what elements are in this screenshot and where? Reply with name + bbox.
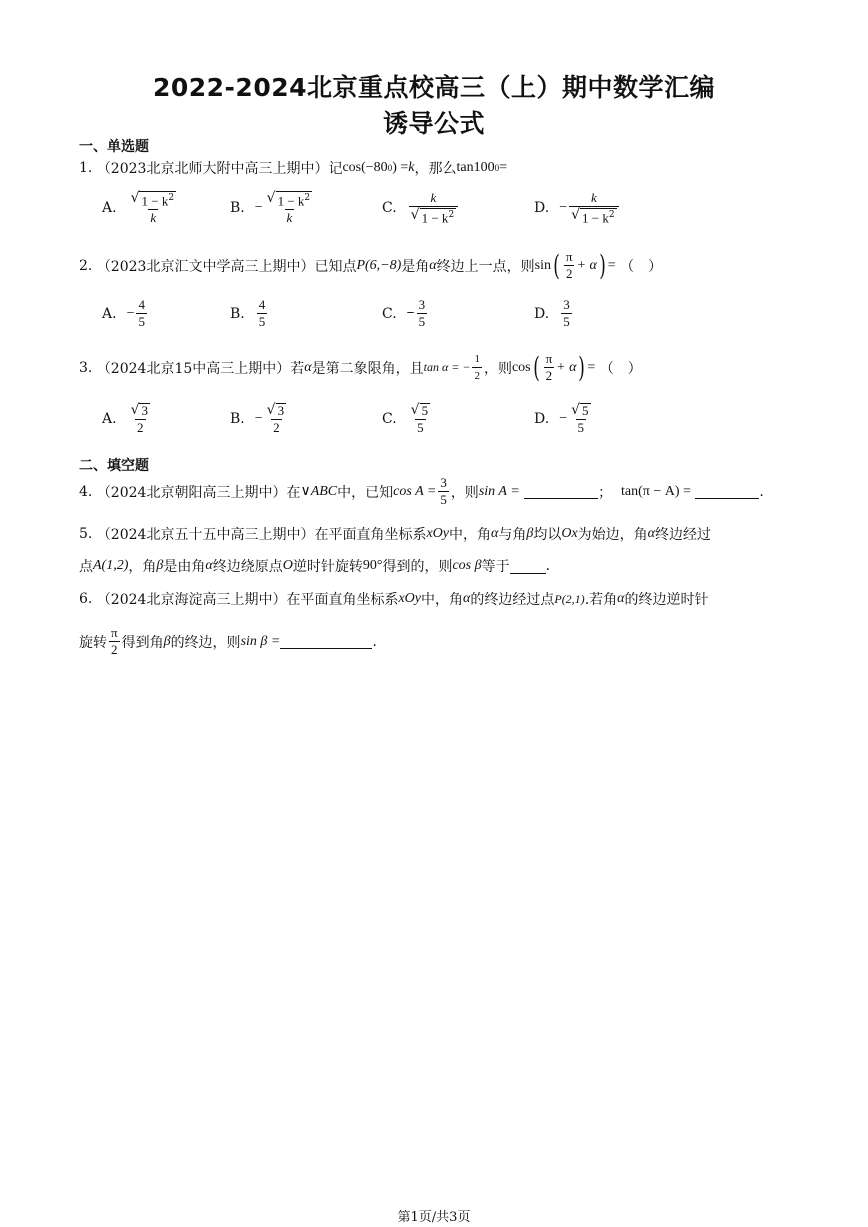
question-2: 2. （2023北京汇文中学高三上期中） 已知点 P(6,−8) 是角 α 终边上一点，则 sin ( $\frac{\pi}{2}$ + α ) = （ ） xyxy=(79,248,663,282)
math-variable: Ox xyxy=(561,526,578,541)
math-number: 3 xyxy=(277,403,285,418)
math-point: P(6,−8) xyxy=(356,257,402,273)
math-expression: tan100 xyxy=(456,160,495,175)
question-text: 的终边，则 xyxy=(170,634,241,651)
math-triangle: ∨ABC xyxy=(300,484,338,499)
math-sign: − xyxy=(254,200,263,216)
math-number: 5 xyxy=(138,314,145,329)
math-point: P(2,1) xyxy=(554,591,585,606)
question-text: ，那么 xyxy=(414,161,457,177)
option-c[interactable] xyxy=(382,191,460,225)
option-d[interactable] xyxy=(534,403,595,435)
math-number: 2 xyxy=(565,266,573,281)
math-number: 5 xyxy=(582,403,589,418)
option-b[interactable] xyxy=(230,403,290,435)
math-equals: = xyxy=(607,257,616,273)
fraction: √ $1 - k^2$ k xyxy=(266,190,311,226)
fraction xyxy=(109,626,120,657)
option-label: C. xyxy=(382,305,397,322)
answer-blank[interactable] xyxy=(510,559,546,574)
option-label: C. xyxy=(382,200,397,217)
fraction: √ 5 5 xyxy=(410,402,429,435)
question-text: ，角 xyxy=(128,559,157,575)
fraction xyxy=(544,352,555,383)
option-d[interactable] xyxy=(534,298,574,329)
option-label: C. xyxy=(382,411,397,427)
option-label: B. xyxy=(230,305,245,322)
math-sign: − xyxy=(559,411,568,426)
question-text: 点 xyxy=(79,559,93,575)
question-text: 是由角 xyxy=(163,559,206,575)
math-expression: cos A = xyxy=(393,483,437,499)
math-variable: k xyxy=(150,210,157,226)
option-label: A. xyxy=(102,200,117,217)
math-function: cos xyxy=(511,359,531,375)
math-expression: = xyxy=(499,160,507,175)
math-expression: ) = xyxy=(392,160,409,175)
math-variable: xOy xyxy=(398,591,421,606)
fraction xyxy=(564,250,575,281)
math-number: 2 xyxy=(273,420,280,435)
question-source: （2024北京五十五中高三上期中） xyxy=(96,527,315,543)
math-variable: α xyxy=(304,359,312,375)
math-number: 5 xyxy=(418,314,426,329)
math-variable: α xyxy=(429,257,437,273)
math-exponent: 2 xyxy=(608,210,615,220)
math-expression: 1 − k xyxy=(421,210,449,226)
question-text: 在平面直角坐标系 xyxy=(314,527,427,543)
question-text: 中，角 xyxy=(449,527,491,543)
math-variable: α xyxy=(205,558,213,573)
question-source: （2024北京朝阳高三上期中） xyxy=(96,484,287,501)
math-number: 5 xyxy=(563,314,570,329)
math-variable: k xyxy=(430,190,437,205)
math-equals: = xyxy=(587,359,596,375)
option-c[interactable] xyxy=(382,298,429,329)
math-number: 3 xyxy=(440,475,447,490)
math-variable: k xyxy=(408,160,415,175)
question-text: 均以 xyxy=(533,527,562,543)
option-label: D. xyxy=(534,200,550,217)
question-5-line-1 xyxy=(79,524,711,544)
math-constant: π xyxy=(545,351,553,366)
question-source: （2023北京汇文中学高三上期中） xyxy=(96,258,315,275)
math-number: 1 xyxy=(474,353,480,365)
option-label: B. xyxy=(230,200,245,217)
fraction xyxy=(472,352,482,383)
math-variable: xOy xyxy=(426,526,449,541)
question-text: 是角 xyxy=(401,258,430,275)
question-text: 中，角 xyxy=(421,592,463,608)
question-text: 若 xyxy=(290,360,305,377)
math-variable: k xyxy=(590,190,597,205)
math-function: sin xyxy=(534,257,551,273)
question-5-line-2 xyxy=(79,556,550,576)
math-number: 2 xyxy=(545,368,553,383)
math-point: A(1,2) xyxy=(93,558,129,573)
math-number: 3 xyxy=(418,297,426,312)
math-degree: 0 xyxy=(494,163,500,173)
answer-blank[interactable] xyxy=(524,484,598,499)
math-constant: π xyxy=(111,625,118,640)
option-label: A. xyxy=(102,411,117,427)
option-label: B. xyxy=(230,411,245,427)
document-subtitle: 诱导公式 xyxy=(382,109,485,138)
question-text: .若角 xyxy=(584,592,618,608)
math-variable: O xyxy=(282,558,293,573)
question-source: （2024北京15中高三上期中） xyxy=(96,360,291,377)
math-sign: − xyxy=(406,305,415,321)
option-label: A. xyxy=(102,305,117,322)
question-source: （2023北京北师大附中高三上期中） xyxy=(96,161,329,177)
question-text: 已知点 xyxy=(314,258,357,275)
math-angle: 90° xyxy=(362,558,383,573)
question-text: 终边绕原点 xyxy=(212,559,283,575)
question-text: 的终边经过点 xyxy=(470,592,555,608)
section-heading-single-choice: 一、单选题 xyxy=(79,139,149,155)
question-text: 等于 xyxy=(481,559,510,575)
option-b[interactable] xyxy=(230,298,269,329)
math-expression: 1 − k xyxy=(277,193,305,209)
math-number: 2 xyxy=(472,367,482,383)
math-number: 3 xyxy=(141,403,148,418)
question-6-line-2 xyxy=(79,626,377,657)
fraction: √ 5 5 xyxy=(571,402,589,435)
math-number: 5 xyxy=(421,403,429,418)
question-text: 终边上一点，则 xyxy=(436,258,535,275)
question-text: 与角 xyxy=(498,527,527,543)
question-number: 1. xyxy=(79,160,93,176)
question-number: 3. xyxy=(79,359,93,376)
fraction: √ 3 2 xyxy=(266,402,285,435)
fraction: k √ $1 - k^2$ xyxy=(409,191,459,225)
math-expression: tan α = − xyxy=(423,360,471,374)
separator: ； xyxy=(598,484,613,501)
option-label: D. xyxy=(534,411,550,427)
math-sign: − xyxy=(559,200,568,216)
question-text: 是第二象限角，且 xyxy=(311,360,424,377)
math-number: 5 xyxy=(417,420,424,435)
question-number: 4. xyxy=(79,483,93,500)
fraction xyxy=(417,298,428,329)
math-sign: − xyxy=(126,305,135,321)
math-number: 5 xyxy=(258,314,266,329)
question-text: 得到角 xyxy=(121,634,164,651)
option-label: D. xyxy=(534,305,550,322)
math-degree: 0 xyxy=(387,163,393,173)
punctuation: . xyxy=(372,633,377,650)
math-number: 4 xyxy=(138,297,145,312)
fraction xyxy=(561,298,572,329)
math-number: 4 xyxy=(258,297,266,312)
math-expression: 1 − k xyxy=(141,193,169,209)
math-variable: α xyxy=(463,591,471,606)
question-1 xyxy=(79,158,507,178)
math-expression: cos(−80 xyxy=(342,160,388,175)
math-variable: k xyxy=(286,210,293,226)
math-exponent: 2 xyxy=(304,193,311,203)
fraction xyxy=(438,476,449,507)
question-text: ，则 xyxy=(483,360,512,377)
question-text: 逆时针旋转 xyxy=(292,559,363,575)
answer-blank: （ ） xyxy=(620,258,663,275)
math-variable: α xyxy=(491,526,499,541)
punctuation: . xyxy=(545,558,551,574)
option-a[interactable] xyxy=(102,191,180,225)
question-3: 3. （2024北京15中高三上期中） 若 α 是第二象限角，且 tan α = − $\frac{1}{2}$ ，则 cos ( $\frac{\pi}{2}$ + α ) = （ ） xyxy=(79,350,642,384)
question-text: ，则 xyxy=(450,484,479,501)
option-a[interactable] xyxy=(102,298,149,329)
option-b[interactable] xyxy=(230,191,316,225)
fraction: √ 3 2 xyxy=(130,402,148,435)
option-c[interactable] xyxy=(382,403,434,435)
question-source: （2024北京海淀高三上期中） xyxy=(96,592,287,608)
question-text: 的终边逆时针 xyxy=(624,592,709,608)
math-number: 5 xyxy=(577,420,585,435)
math-number: 2 xyxy=(111,642,118,657)
answer-blank[interactable] xyxy=(280,634,372,649)
math-exponent: 2 xyxy=(168,193,175,203)
question-number: 6. xyxy=(79,591,93,607)
math-number: 5 xyxy=(440,492,447,507)
math-expression: 1 − k xyxy=(582,210,609,226)
question-text: 在 xyxy=(286,484,301,501)
fraction xyxy=(257,298,268,329)
option-a[interactable] xyxy=(102,403,154,435)
fraction: √ $1 - k^2$ k xyxy=(130,190,175,226)
math-expression: + α xyxy=(576,257,597,273)
question-text: 得到的，则 xyxy=(382,559,453,575)
math-exponent: 2 xyxy=(448,210,455,220)
math-expression: tan(π − A) = xyxy=(621,483,691,499)
punctuation: . xyxy=(759,483,764,500)
math-number: 3 xyxy=(563,297,570,312)
math-expression: sin A = xyxy=(478,483,520,499)
page-footer: 第1页/共3页 xyxy=(397,1210,471,1225)
math-variable: β xyxy=(526,526,534,541)
question-text: 为始边，角 xyxy=(577,527,648,543)
math-variable: β xyxy=(156,558,164,573)
math-constant: π xyxy=(565,249,573,264)
math-number: 2 xyxy=(137,420,144,435)
question-text: 中，已知 xyxy=(337,484,394,501)
math-variable: α xyxy=(617,591,625,606)
math-expression: + α xyxy=(556,359,577,375)
question-text: 旋转 xyxy=(79,634,107,651)
section-heading-fill-blank: 二、填空题 xyxy=(79,458,149,474)
answer-blank: （ ） xyxy=(599,360,642,377)
question-4 xyxy=(79,476,764,507)
math-variable: β xyxy=(163,633,171,649)
math-variable: α xyxy=(647,526,656,541)
question-number: 5. xyxy=(79,526,93,542)
answer-blank[interactable] xyxy=(695,484,759,499)
option-d[interactable] xyxy=(534,191,621,225)
math-expression: sin β = xyxy=(240,633,281,649)
question-text: 终边经过 xyxy=(655,527,712,543)
question-text: 记 xyxy=(328,161,343,177)
question-6-line-1 xyxy=(79,589,709,609)
math-sign: − xyxy=(254,411,263,426)
question-text: 在平面直角坐标系 xyxy=(286,592,399,608)
math-expression: cos β xyxy=(452,558,482,573)
question-number: 2. xyxy=(79,257,93,274)
fraction xyxy=(136,298,147,329)
document-title: 2022-2024北京重点校高三（上）期中数学汇编 xyxy=(152,73,716,102)
fraction: k √ $1 - k^2$ xyxy=(569,191,619,225)
